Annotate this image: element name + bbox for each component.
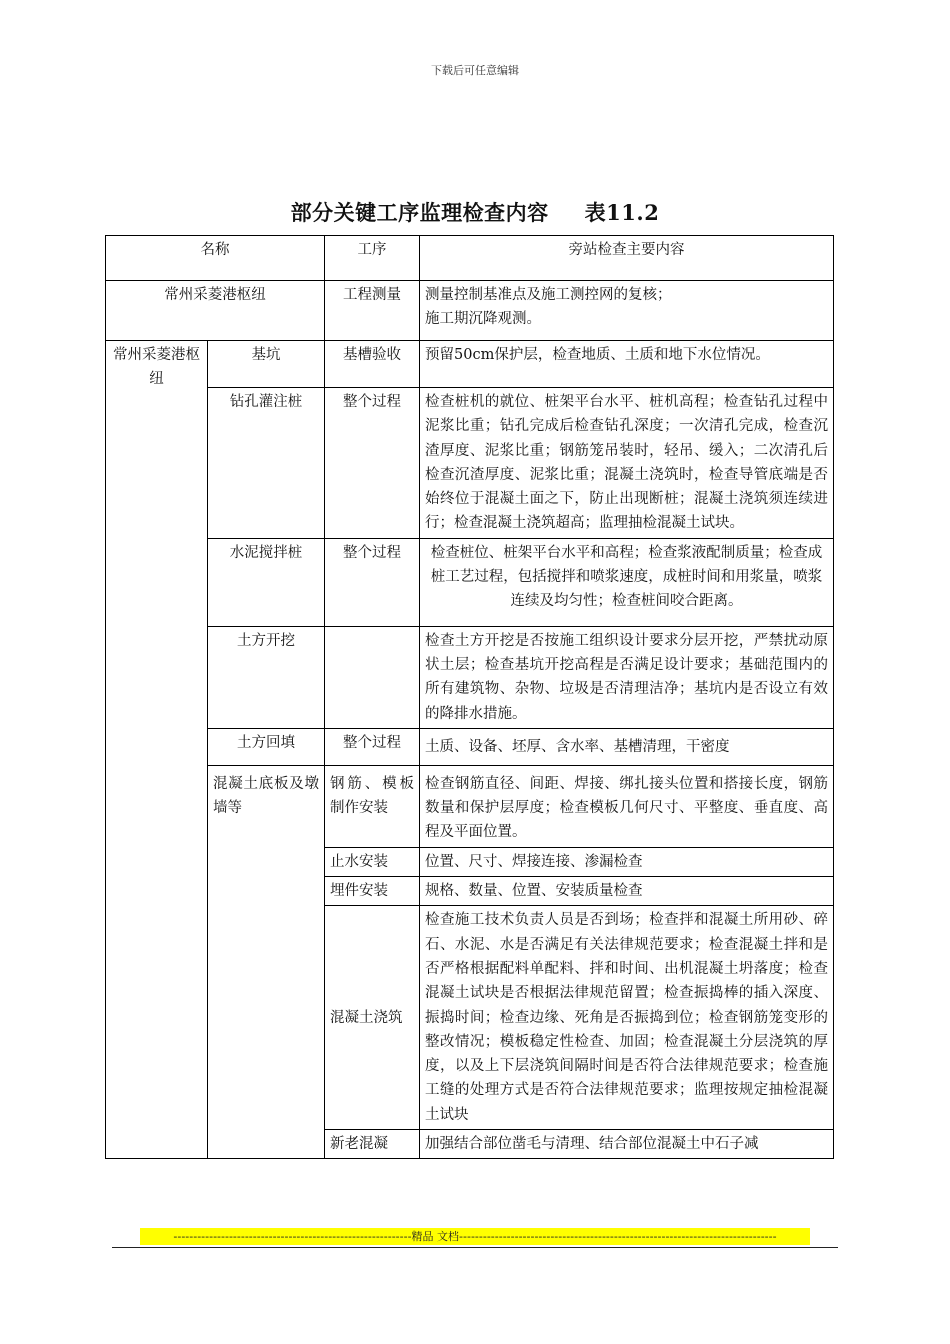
- row-name: 常州采菱港枢纽: [106, 281, 325, 341]
- table-row: [106, 388, 834, 539]
- row-content: 规格、数量、位置、安装质量检查: [420, 877, 834, 906]
- row-content: 测量控制基准点及施工测控网的复核； 施工期沉降观测。: [420, 281, 834, 341]
- footer-text: 精品 文档: [411, 1230, 460, 1243]
- row-process: 整个过程: [325, 728, 420, 765]
- footer-divider: [112, 1247, 838, 1248]
- table-row: [106, 341, 834, 388]
- title-text: 部分关键工序监理检查内容: [290, 200, 549, 225]
- row-sub: 基坑: [208, 341, 325, 388]
- row-content: 加强结合部位凿毛与清理、结合部位混凝土中石子减: [420, 1130, 834, 1159]
- row-process: 工程测量: [325, 281, 420, 341]
- row-content: 检查土方开挖是否按施工组织设计要求分层开挖，严禁扰动原状土层；检查基坑开挖高程是否满足设计要求；基础范围内的所有建筑物、杂物、垃圾是否清理洁净；基坑内是否设立有效的降排水措施。: [420, 626, 834, 728]
- document-title: [0, 197, 950, 227]
- row-sub: 土方回填: [208, 728, 325, 765]
- table-number: 表11.2: [584, 200, 660, 225]
- table-row: [106, 538, 834, 626]
- table-row: [106, 281, 834, 341]
- table-header-row: [106, 236, 834, 281]
- inspection-table: [105, 235, 834, 1159]
- row-sub: 水泥搅拌桩: [208, 538, 325, 626]
- row-process: 钢筋、模板制作安装: [325, 765, 420, 847]
- row-process: 止水安装: [325, 847, 420, 876]
- row-process: 基槽验收: [325, 341, 420, 388]
- header-content: 旁站检查主要内容: [420, 236, 834, 281]
- row-process: 整个过程: [325, 538, 420, 626]
- table-row: [106, 728, 834, 765]
- row-content: 位置、尺寸、焊接连接、渗漏检查: [420, 847, 834, 876]
- row-process: 整个过程: [325, 388, 420, 539]
- row-process: 混凝土浇筑: [325, 906, 420, 1130]
- row-content: 检查桩机的就位、桩架平台水平、桩机高程；检查钻孔过程中泥浆比重；钻孔完成后检查钻孔深度；一次清孔完成，检查沉渣厚度、泥浆比重；钢筋笼吊装时，轻吊、缓入；二次清孔后检查沉渣厚度、泥浆比重；混凝土浇筑时，检查导管底端是否始终位于混凝土面之下，防止出现断桩；混凝土浇筑须连续进行；检查混凝土浇筑超高；监理抽检混凝土试块。: [420, 388, 834, 539]
- row-content: 检查钢筋直径、间距、焊接、绑扎接头位置和搭接长度，钢筋数量和保护层厚度；检查模板几何尺寸、平整度、垂直度、高程及平面位置。: [420, 765, 834, 847]
- table-row: [106, 626, 834, 728]
- group-name: 常州采菱港枢纽: [106, 341, 208, 1159]
- row-sub: 土方开挖: [208, 626, 325, 728]
- row-process: 埋件安装: [325, 877, 420, 906]
- header-process: 工序: [325, 236, 420, 281]
- row-content: 检查桩位、桩架平台水平和高程；检查浆液配制质量；检查成桩工艺过程，包括搅拌和喷浆速度，成桩时间和用浆量，喷浆连续及均匀性；检查桩间咬合距离。: [420, 538, 834, 626]
- footer-dashes-right: --------------------------------------------------------------------------------: [459, 1230, 777, 1243]
- header-name: 名称: [106, 236, 325, 281]
- row-sub: 钻孔灌注桩: [208, 388, 325, 539]
- row-content: 土质、设备、坯厚、含水率、基槽清理，干密度: [420, 728, 834, 765]
- footer-dashes-left: ------------------------------------------------------------: [173, 1230, 412, 1243]
- header-note: 下载后可任意编辑: [431, 64, 519, 77]
- row-content: 检查施工技术负责人员是否到场；检查拌和混凝土所用砂、碎石、水泥、水是否满足有关法律规范要求；检查混凝土拌和是否严格根据配料单配料、拌和时间、出机混凝土坍落度；检查混凝土试块是否根据法律规范留置；检查振捣棒的插入深度、振捣时间；检查边缘、死角是否振捣到位；检查钢筋笼变形的整改情况；模板稳定性检查、加固；检查混凝土分层浇筑的厚度，以及上下层浇筑间隔时间是否符合法律规范要求；检查施工缝的处理方式是否符合法律规范要求；监理按规定抽检混凝土试块: [420, 906, 834, 1130]
- table-row: [106, 765, 834, 847]
- row-sub: 混凝土底板及墩墙等: [208, 765, 325, 1158]
- row-content: 预留50cm保护层，检查地质、土质和地下水位情况。: [420, 341, 834, 388]
- footer-bar: [140, 1228, 810, 1245]
- row-process: [325, 626, 420, 728]
- row-process: 新老混凝: [325, 1130, 420, 1159]
